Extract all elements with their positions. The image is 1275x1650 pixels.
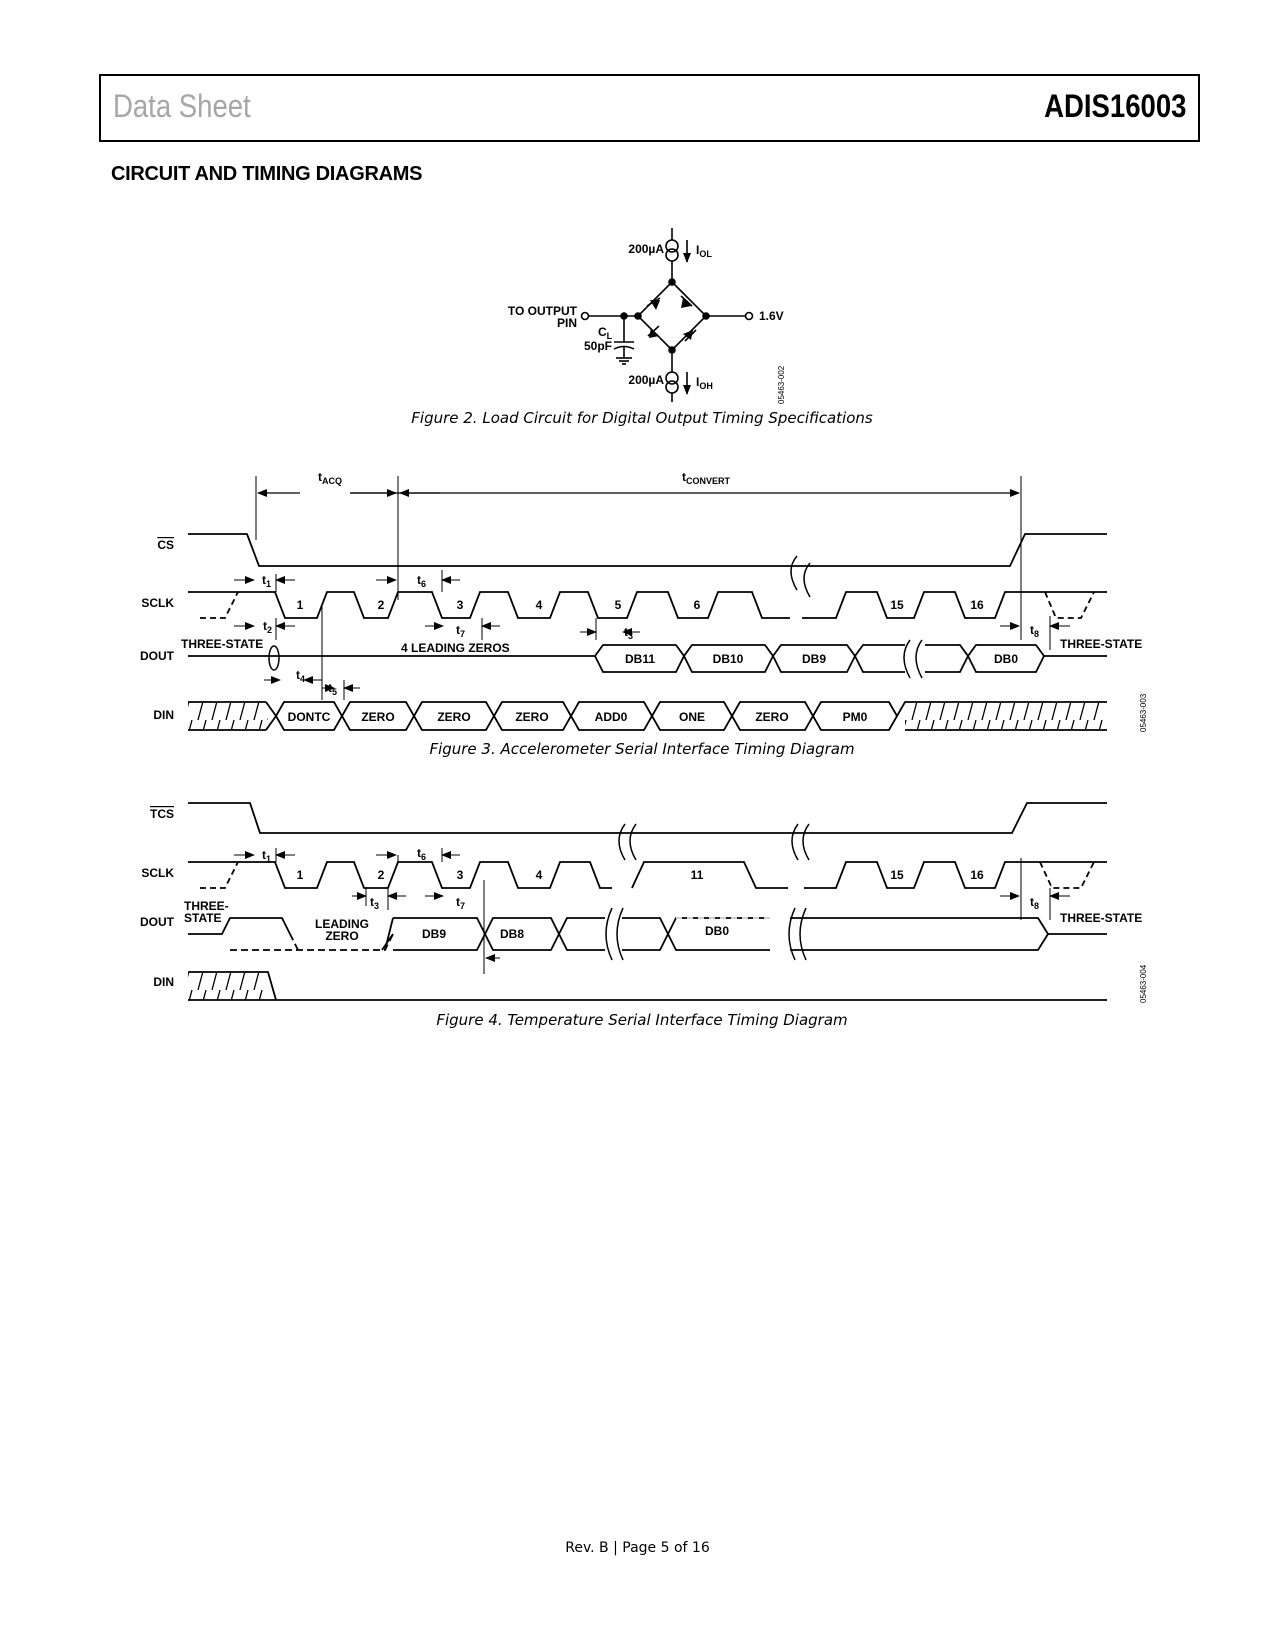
signal-cs: CS <box>157 538 174 552</box>
three-state-right: THREE-STATE <box>1060 911 1143 925</box>
signal-din: DIN <box>153 975 174 989</box>
signal-din: DIN <box>153 708 174 722</box>
three-state-label-line2: STATE <box>184 911 222 925</box>
din-cell: DONTC <box>287 710 331 724</box>
din-cell: ZERO <box>755 710 789 724</box>
t1-label: $t_1$ <box>262 848 272 864</box>
din-cell: PM0 <box>842 710 868 724</box>
t3-label: $t_3$ <box>624 625 634 641</box>
cl-label: $C_L$ <box>598 325 613 341</box>
clk-num: 5 <box>614 598 622 612</box>
clk-num: 1 <box>296 598 304 612</box>
diode-bridge <box>638 282 706 350</box>
t3-label: $t_3$ <box>370 895 380 911</box>
cap-value-label: 50pF <box>583 339 612 353</box>
header-doc-type: Data Sheet <box>113 88 251 124</box>
figure-4-caption: Figure 4. Temperature Serial Interface Timing Diagram <box>436 1011 848 1029</box>
signal-sclk: SCLK <box>141 596 174 610</box>
clk-num: 11 <box>690 868 704 882</box>
figure-2-labels <box>411 242 873 427</box>
t6-label: $t_6$ <box>417 846 427 862</box>
clk-num: 6 <box>693 598 701 612</box>
clk-num: 16 <box>970 868 984 882</box>
voltage-label: 1.6V <box>759 309 784 323</box>
clk-num: 4 <box>535 598 543 612</box>
three-state-right: THREE-STATE <box>1060 637 1143 651</box>
dout-cell: DB9 <box>421 927 447 941</box>
clk-num: 1 <box>296 868 304 882</box>
clk-num: 3 <box>456 868 464 882</box>
src-top-label: 200µA <box>628 242 664 256</box>
t7-label: $t_7$ <box>456 623 466 639</box>
din-cell: ADD0 <box>594 710 628 724</box>
signal-tcs: TCS <box>150 807 174 821</box>
clk-num: 15 <box>890 598 904 612</box>
dout-cell: DB10 <box>712 652 744 666</box>
signal-dout: DOUT <box>140 915 174 929</box>
dout-cell: DB11 <box>624 652 656 666</box>
clk-num: 2 <box>377 598 385 612</box>
pin-label: PIN <box>556 316 577 330</box>
din-cell: ONE <box>678 710 706 724</box>
din-cell: ZERO <box>361 710 395 724</box>
din-cell: ZERO <box>437 710 471 724</box>
signal-dout: DOUT <box>140 649 174 663</box>
figure-2-code: 05463-002 <box>777 365 786 404</box>
ioh-label: $I_{OH}$ <box>696 375 713 391</box>
t2-label: $t_2$ <box>263 619 273 635</box>
tconvert-label: $t_{CONVERT}$ <box>682 470 731 486</box>
t4-label: $t_4$ <box>296 668 306 684</box>
page-footer: Rev. B | Page 5 of 16 <box>565 1540 710 1556</box>
three-state-left: THREE-STATE <box>181 637 264 651</box>
src-bottom-label: 200µA <box>628 373 664 387</box>
figure-4-code: 05463-004 <box>1139 964 1148 1003</box>
clk-num: 15 <box>890 868 904 882</box>
section-title: CIRCUIT AND TIMING DIAGRAMS <box>111 163 423 185</box>
t8-label: $t_8$ <box>1030 895 1040 911</box>
dout-cell: DB0 <box>993 652 1019 666</box>
t8-label: $t_8$ <box>1030 623 1040 639</box>
header-part-number: ADIS16003 <box>1043 88 1186 124</box>
dout-cell: DB8 <box>499 927 525 941</box>
t1-label: $t_1$ <box>262 573 272 589</box>
tacq-label: $t_{ACQ}$ <box>318 470 342 486</box>
t5-label: $t_5$ <box>328 681 338 697</box>
din-cell: ZERO <box>515 710 549 724</box>
figure-3-code: 05463-003 <box>1139 693 1148 732</box>
dout-cell: DB9 <box>801 652 827 666</box>
dout-cell: DB0 <box>704 924 730 938</box>
clk-num: 4 <box>535 868 543 882</box>
t6-label: $t_6$ <box>417 573 427 589</box>
figure-2-load-circuit <box>582 228 753 402</box>
three-state-label-line1: THREE- <box>184 899 229 913</box>
figure-3-timing-lines <box>188 476 1107 730</box>
signal-sclk: SCLK <box>141 866 174 880</box>
t7-label: $t_7$ <box>456 895 466 911</box>
to-output-label: TO OUTPUT <box>507 304 577 318</box>
clk-num: 16 <box>970 598 984 612</box>
leading-zero-line1: LEADING <box>315 917 369 931</box>
figure-4-timing-lines <box>188 803 1107 1000</box>
clk-num: 3 <box>456 598 464 612</box>
leading-zero-line2: ZERO <box>325 929 359 943</box>
figure-2-caption: Figure 2. Load Circuit for Digital Output Timing Specifications <box>411 409 873 427</box>
leading-zeros-label: 4 LEADING ZEROS <box>401 641 510 655</box>
clk-num: 2 <box>377 868 385 882</box>
iol-label: $I_{OL}$ <box>696 243 712 259</box>
figure-3-caption: Figure 3. Accelerometer Serial Interface Timing Diagram <box>429 740 855 758</box>
